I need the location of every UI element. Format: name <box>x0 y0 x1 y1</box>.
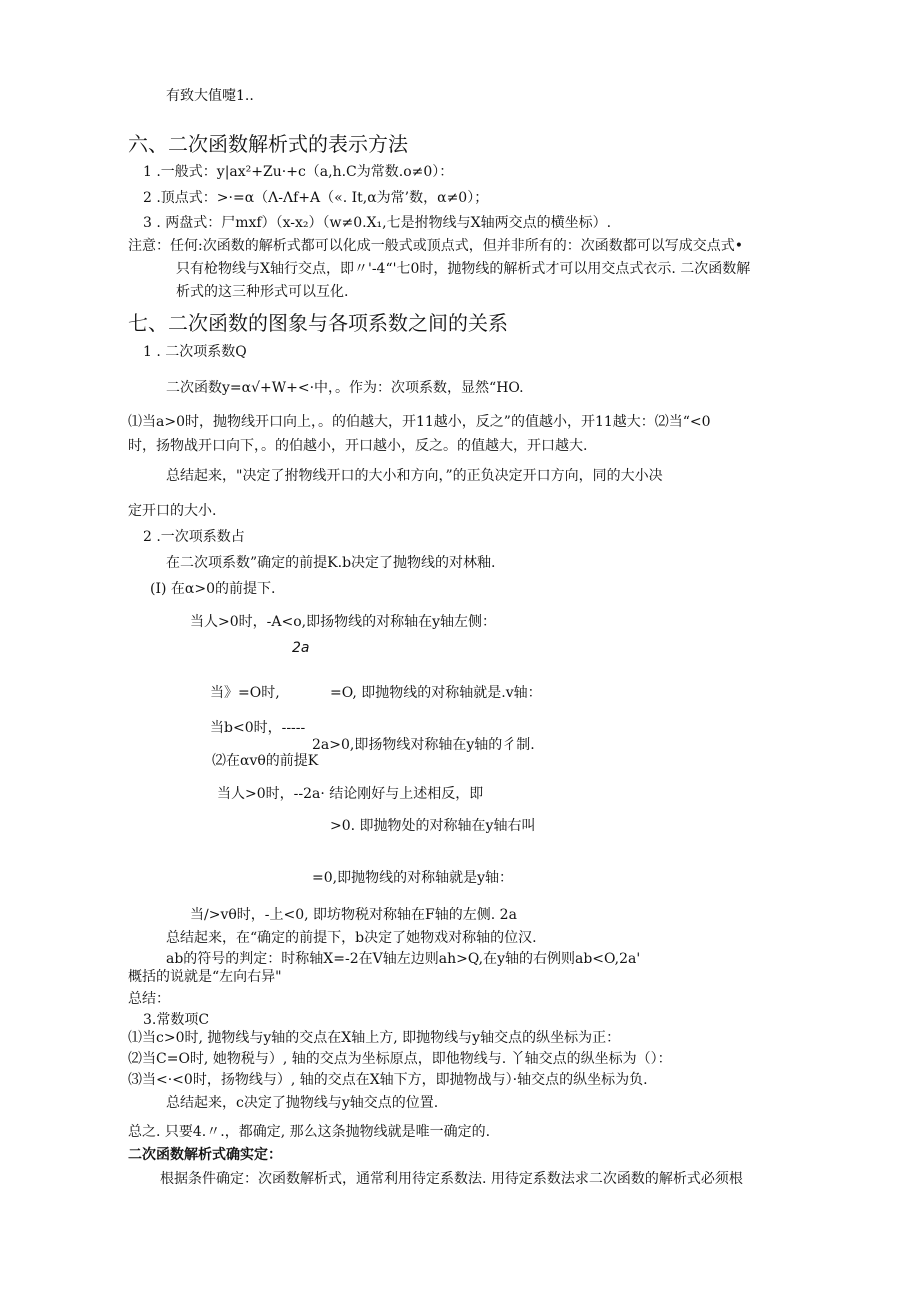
text-line: 定开口的大小. <box>128 503 217 519</box>
text-line: 总结： <box>128 991 170 1007</box>
text-line: ⑵当C=O时, 她物税与）, 轴的交点为坐标原点，即他物线与. 丫轴交点的纵坐标为（）： <box>128 1051 672 1067</box>
general-form-line: 1 .一般式：y|ax²+Zu·+c（a,h.C为常数.o≠0）： <box>143 164 454 180</box>
text-line: 当人>0时，--2a· 结论刚好与上述相反，即 <box>217 786 484 802</box>
text-line: 概括的说就是“左向右异" <box>128 969 282 985</box>
bold-heading: 二次函数解析式确实定： <box>128 1147 282 1163</box>
note-line: 析式的这三种形式可以互化. <box>176 284 349 300</box>
vertex-form-line: 2 .顶点式：>·=α（Λ-Λf+A（«. It,α为常’数，α≠0）； <box>143 190 489 206</box>
text-line: =0,即抛物线的对称轴就是y轴： <box>312 870 513 886</box>
text-line: 根据条件确定：次函数解析式，通常利用待定系数法. 用待定系数法求二次函数的解析式必须根 <box>160 1171 743 1187</box>
text-line: =O, 即抛物线的对称轴就是.v轴： <box>330 685 542 701</box>
text-line: 总结起来，在“确定的前提下，b决定了她物戏对称轴的位汉. <box>166 930 537 946</box>
text-line: ab的符号的判定：时称轴X=-2在V轴左边则ah>Q,在y轴的右例则ab<O,2a' <box>166 951 641 967</box>
text-line: 2a>0,即扬物线对称轴在y轴的彳制. <box>312 737 535 753</box>
section-heading-7: 七、二次函数的图象与各项系数之间的关系 <box>128 311 508 335</box>
text-line: 当人>0时，-A<o,即扬物线的对称轴在y轴左侧： <box>190 614 496 630</box>
text-line: ⑴当a>0时，抛物线开口向上，。的伯越大，开11越小，反之”的值越小，开11越大：⑵当“<0 <box>128 414 711 430</box>
text-line: 当∕>vθ时，-上<0, 即坊物税对称轴在F轴的左侧. 2a <box>190 907 517 923</box>
note-line: 注意：任何:次函数的解析式都可以化成一般式或顶点式，但并非所有的：次函数都可以写成交点式• <box>128 238 743 254</box>
text-line: ⑵在αvθ的前提K <box>212 753 319 769</box>
subsection-heading: 1 . 二次项系数Q <box>143 344 247 360</box>
text-line: 总结起来，c决定了抛物线与y轴交点的位置. <box>166 1095 439 1111</box>
text-line: 当》=O时, <box>210 685 280 701</box>
text-line: (I) 在α>0的前提下. <box>150 581 276 597</box>
text-line: 在二次项系数”确定的前提K.b决定了抛物线的对林釉. <box>166 555 496 571</box>
text-line: >0. 即抛物处的对称轴在y轴右叫 <box>330 818 536 834</box>
text-line: 总结起来，"决定了拊物线开口的大小和方向，”的正负决定开口方向，同的大小决 <box>166 468 663 484</box>
note-line: 只有枪物线与X轴行交点，即〃'-4“'七0时，抛物线的解析式才可以用交点式衣示. 二次函数解 <box>176 261 751 277</box>
text-line: 有致大值嚏1.. <box>166 88 254 104</box>
text-line: ⑶当<·<0时，扬物线与）, 轴的交点在X轴下方，即抛物战与）·轴交点的纵坐标为负. <box>128 1072 648 1088</box>
intercept-form-line: 3 . 两盘式：尸mxf）（x-x₂）（w≠0.X₁,七是拊物线与X轴两交点的横坐标）. <box>143 215 612 231</box>
section-heading-6: 六、二次函数解析式的表示方法 <box>128 132 408 156</box>
formula-denominator: 2a <box>292 640 310 656</box>
text-line: ⑴当c>0时, 抛物线与y轴的交点在X轴上方, 即抛物线与y轴交点的纵坐标为正： <box>128 1030 621 1046</box>
text-line: 二次函数y=α√+W+<·中，。作为：次项系数，显然“HO. <box>166 380 524 396</box>
text-line: 当b<0时，----- <box>210 720 306 736</box>
text-line: 时，扬物战开口向下，。的伯越小，开口越小，反之。的值越大，开口越大. <box>128 438 588 454</box>
text-line: 总之. 只要4.〃.，都确定, 那么这条抛物线就是唯一确定的. <box>128 1124 491 1140</box>
subsection-heading: 2 .一次项系数占 <box>143 529 245 545</box>
subsection-heading: 3.常数项C <box>143 1012 210 1028</box>
